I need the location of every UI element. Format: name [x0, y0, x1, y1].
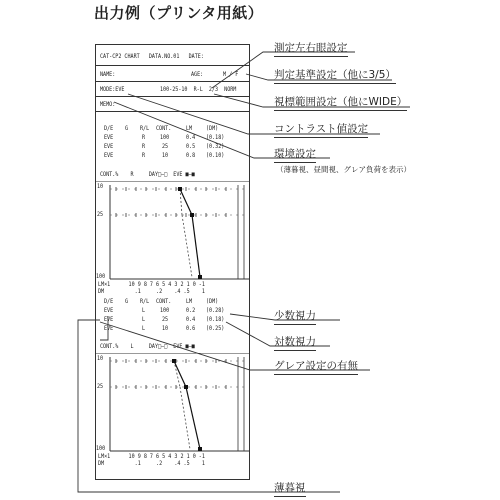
page-title: 出力例（プリンタ用紙）	[94, 4, 264, 22]
table-cell: EVE	[104, 152, 114, 159]
col-header: R/L	[140, 298, 150, 305]
table-cell: (0.10)	[206, 152, 225, 159]
table-cell: 0.6	[186, 325, 196, 332]
y-tick: 25	[97, 211, 104, 218]
col-header: G	[125, 298, 129, 305]
chart-legend: CONT.% R DAY□—□ EVE ■—■	[100, 171, 195, 178]
table-cell: R	[142, 143, 146, 150]
table-cell: R	[142, 152, 146, 159]
table-cell: 0.2	[186, 307, 196, 314]
memo-label: MEMO:	[100, 101, 116, 108]
table-cell: 0.8	[186, 152, 196, 159]
table-cell: 100	[160, 307, 170, 314]
table-cell: (0.28)	[206, 307, 225, 314]
callout-criteria	[274, 67, 396, 82]
table-cell: (0.32)	[206, 143, 225, 150]
callout-contrast	[274, 121, 368, 136]
callout-text: 対数視力	[274, 336, 316, 348]
table-cell: EVE	[104, 316, 114, 323]
col-header: LM	[186, 125, 193, 132]
col-header: (DM)	[206, 125, 219, 132]
age-value: M / F	[223, 71, 239, 78]
name-label: NAME:	[100, 71, 116, 78]
table-cell: EVE	[104, 134, 114, 141]
callout-text: 薄暮視	[274, 482, 306, 494]
col-header: LM	[186, 298, 193, 305]
table-cell: 0.4	[186, 134, 196, 141]
table-cell: EVE	[104, 325, 114, 332]
col-header: CONT.	[156, 298, 172, 305]
callout-text: グレア設定の有無	[274, 360, 358, 372]
mode-value: 100-25-10 R-L 2/3 NORM	[160, 86, 237, 93]
callout-text: 判定基準設定（他に3/5）	[274, 69, 396, 81]
y-tick: 10	[97, 183, 104, 190]
y-tick: 100	[96, 273, 106, 280]
callout-mesopic	[274, 480, 306, 495]
table-cell: (0.18)	[206, 134, 225, 141]
callout-environment	[274, 146, 316, 161]
table-cell: L	[142, 307, 146, 314]
table-cell: 100	[160, 134, 170, 141]
mode-label: MODE:EVE	[100, 86, 125, 93]
table-cell: EVE	[104, 143, 114, 150]
y-tick: 10	[97, 355, 104, 362]
col-header: R/L	[140, 125, 150, 132]
callout-glare	[274, 358, 358, 373]
table-cell: 25	[162, 143, 169, 150]
col-header: D/E	[104, 298, 114, 305]
age-label: AGE:	[191, 71, 204, 78]
table-cell: EVE	[104, 307, 114, 314]
dm-axis-labels: DM .1 .2 .4 .5 1	[98, 460, 205, 467]
y-tick: 100	[96, 445, 106, 452]
table-cell: R	[142, 134, 146, 141]
table-cell: L	[142, 325, 146, 332]
col-header: (DM)	[206, 298, 219, 305]
callout-text: 測定左右眼設定	[274, 42, 348, 54]
col-header: D/E	[104, 125, 114, 132]
callout-log-acuity	[274, 334, 316, 349]
col-header: CONT.	[156, 125, 172, 132]
table-cell: (0.18)	[206, 316, 225, 323]
table-cell: 0.5	[186, 143, 196, 150]
chart-legend: CONT.% L DAY□—□ EVE ■—■	[100, 343, 195, 350]
dm-axis-labels: DM .1 .2 .4 .5 1	[98, 288, 205, 295]
callout-text: 少数視力	[274, 310, 316, 322]
callout-text: コントラスト値設定	[274, 123, 369, 135]
table-cell: 10	[162, 325, 169, 332]
table-cell: 0.4	[186, 316, 196, 323]
table-cell: 25	[162, 316, 169, 323]
x-axis-labels: LM×1 10 9 8 7 6 5 4 3 2 1 0 -1	[98, 453, 205, 460]
y-tick: 25	[97, 383, 104, 390]
x-axis-labels: LM×1 10 9 8 7 6 5 4 3 2 1 0 -1	[98, 281, 205, 288]
table-cell: 10	[162, 152, 169, 159]
table-cell: L	[142, 316, 146, 323]
callout-target-range	[274, 94, 407, 109]
environment-note: （薄暮視、昼間視、グレア負荷を表示）	[276, 165, 411, 174]
callout-text: 視標範囲設定（他にWIDE）	[274, 96, 408, 108]
callout-eye-setting	[274, 40, 348, 55]
callout-text: 環境設定	[274, 148, 316, 160]
chart-header: CAT-CP2 CHART DATA.NO.01 DATE:	[100, 53, 204, 60]
callout-decimal-acuity	[274, 308, 316, 323]
col-header: G	[125, 125, 129, 132]
table-cell: (0.25)	[206, 325, 225, 332]
